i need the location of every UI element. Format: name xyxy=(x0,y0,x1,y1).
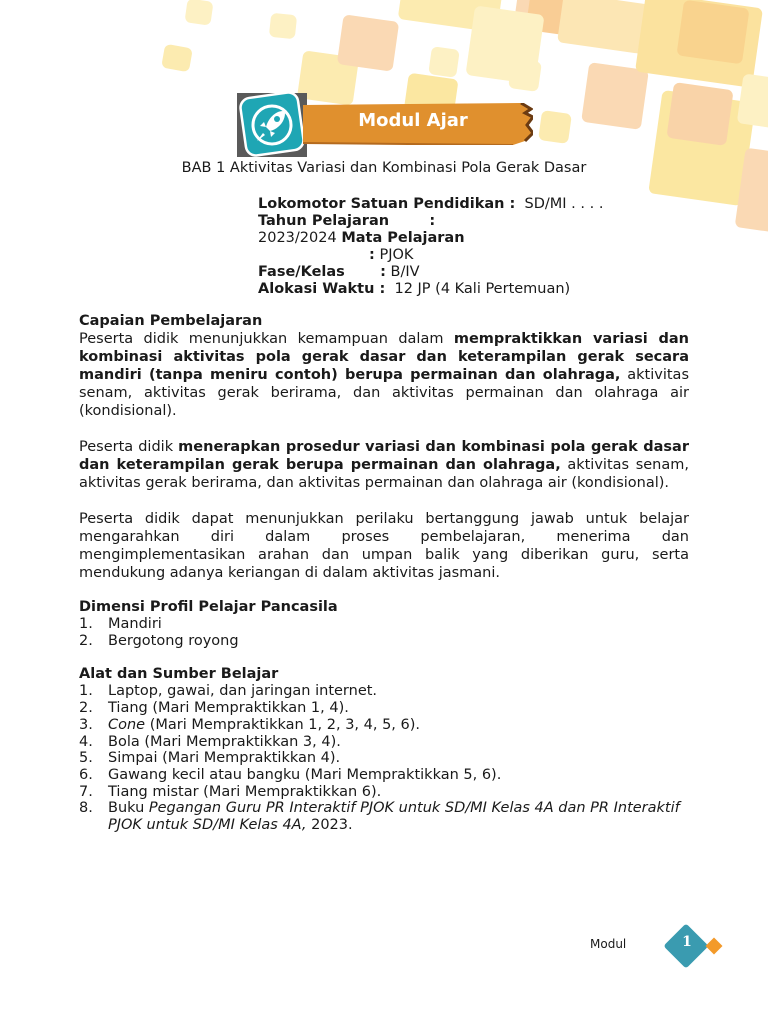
list-item: 5. Simpai (Mari Mempraktikkan 4). xyxy=(79,750,341,767)
list-item: 3. Cone (Mari Mempraktikkan 1, 2, 3, 4, 5, 6). xyxy=(79,716,421,733)
info-line-4: : PJOK xyxy=(258,247,414,263)
info-line-1: Lokomotor Satuan Pendidikan : SD/MI . . . . xyxy=(258,196,604,212)
list-item: 1. Mandiri xyxy=(79,616,162,632)
section-heading-dimensi: Dimensi Profil Pelajar Pancasila xyxy=(79,599,338,615)
alat-list xyxy=(79,683,689,833)
list-item: 2. Tiang (Mari Mempraktikkan 1, 4). xyxy=(79,700,349,717)
list-item: 6. Gawang kecil atau bangku (Mari Mempraktikkan 5, 6). xyxy=(79,766,502,783)
capaian-paragraph-1: Peserta didik menunjukkan kemampuan dalam mempraktikkan variasi dan kombinasi aktivitas pola gerak dasar dan keterampilan gerak secara mandiri (tanpa meniru contoh) berupa permainan dan olahraga, aktivitas senam, aktivitas gerak berirama, dan aktivitas permainan dan olahraga air (kondisional). xyxy=(79,331,689,419)
diamond-accent-icon xyxy=(702,934,726,958)
page-number: 1 xyxy=(682,934,692,950)
capaian-paragraph-3: Peserta didik dapat menunjukkan perilaku bertanggung jawab untuk belajar mengarahkan diri dalam proses pembelajaran, menerima dan mengimplementasikan arahan dan umpan balik yang diberikan guru, serta mendukung adanya keriangan di dalam aktivitas jasmani. xyxy=(79,511,689,581)
list-item: 7. Tiang mistar (Mari Mempraktikkan 6). xyxy=(79,783,382,800)
section-heading-alat: Alat dan Sumber Belajar xyxy=(79,666,279,683)
module-title: Modul Ajar xyxy=(358,110,468,131)
module-header xyxy=(237,93,537,157)
dimensi-list xyxy=(79,616,689,649)
list-item: 8. Buku Pegangan Guru PR Interaktif PJOK untuk SD/MI Kelas 4A dan PR Interaktif PJOK untuk SD/MI Kelas 4A, 2023. xyxy=(79,800,680,834)
info-line-2: Tahun Pelajaran : xyxy=(258,213,436,229)
section-heading-capaian: Capaian Pembelajaran xyxy=(79,313,263,329)
list-item: 2. Bergotong royong xyxy=(79,632,239,649)
main-content xyxy=(79,312,689,834)
footer-label: Modul xyxy=(590,937,627,951)
capaian-paragraph-2: Peserta didik menerapkan prosedur variasi dan kombinasi pola gerak dasar dan keterampilan gerak berupa permainan dan olahraga, aktivitas senam, aktivitas gerak berirama, dan aktivitas permainan dan olahraga air (kondisional). xyxy=(79,439,689,491)
list-item: 1. Laptop, gawai, dan jaringan internet. xyxy=(79,683,378,700)
module-info xyxy=(258,196,603,298)
rocket-icon xyxy=(239,91,305,157)
info-line-3: 2023/2024 Mata Pelajaran xyxy=(258,230,465,246)
chapter-title: BAB 1 Aktivitas Variasi dan Kombinasi Pola Gerak Dasar xyxy=(181,160,587,176)
list-item: 4. Bola (Mari Mempraktikkan 3, 4). xyxy=(79,733,341,750)
info-line-6: Alokasi Waktu : 12 JP (4 Kali Pertemuan) xyxy=(258,281,571,297)
info-line-5: Fase/Kelas : B/IV xyxy=(258,264,420,280)
